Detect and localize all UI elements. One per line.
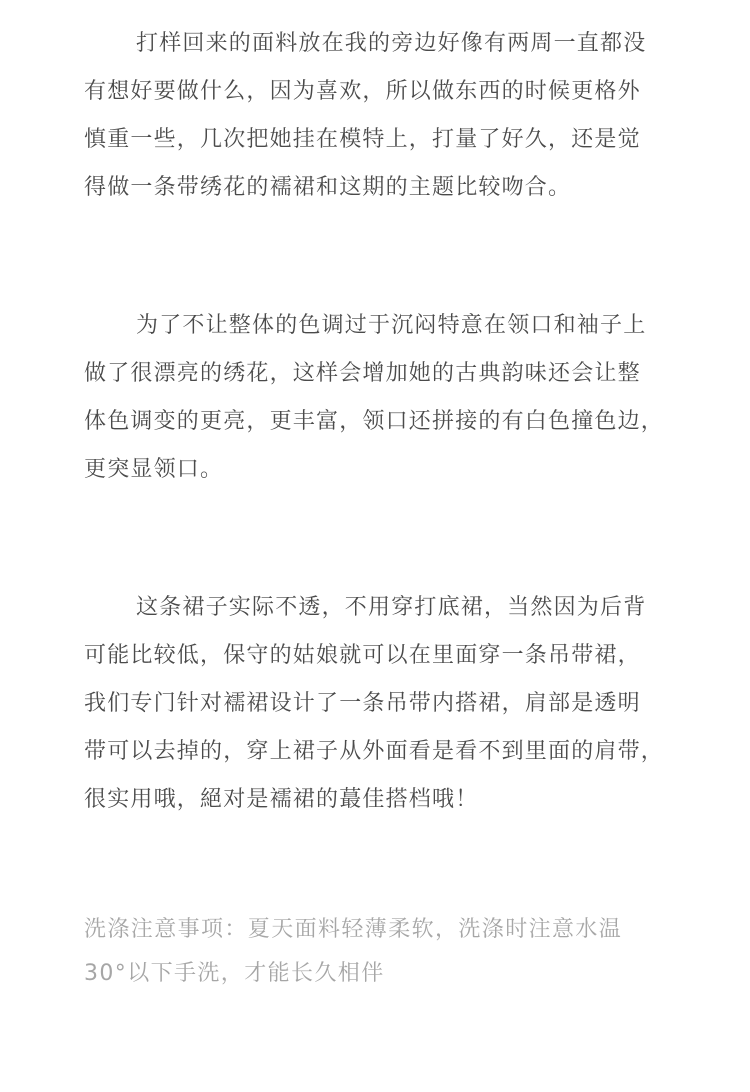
text-line: 打样回来的面料放在我的旁边好像有两周一直都没 [136, 31, 647, 56]
text-line: 得做一条带绣花的襦裙和这期的主题比较吻合。 [84, 175, 572, 200]
text-line: 这条裙子实际不透，不用穿打底裙，当然因为后背 [136, 595, 647, 620]
text-line: 可能比较低，保守的姑娘就可以在里面穿一条吊带裙， [84, 643, 641, 668]
text-line: 有想好要做什么，因为喜欢，所以做东西的时候更格外 [84, 79, 641, 104]
paragraph-slip-dress [84, 584, 696, 824]
paragraph-spacer [84, 824, 696, 908]
text-line: 慎重一些，几次把她挂在模特上，打量了好久，还是觉 [84, 127, 641, 152]
paragraph-spacer [84, 212, 696, 302]
text-line: 带可以去掉的，穿上裙子从外面看是看不到里面的肩带， [84, 739, 665, 764]
text-line: 更突显领口。 [84, 457, 224, 482]
text-line: 很实用哦，絕对是襦裙的蕞佳搭档哦！ [84, 787, 479, 812]
paragraph-fabric [84, 20, 696, 212]
paragraph-embroidery [84, 302, 696, 494]
text-line: 体色调变的更亮，更丰富，领口还拼接的有白色撞色边， [84, 409, 665, 434]
paragraph-spacer [84, 494, 696, 584]
text-line: 做了很漂亮的绣花，这样会增加她的古典韵味还会让整 [84, 361, 641, 386]
text-line: 为了不让整体的色调过于沉闷特意在领口和袖子上 [136, 313, 647, 338]
article-body [84, 20, 696, 996]
care-instructions [84, 908, 696, 996]
care-note-line: 洗涤注意事项：夏天面料轻薄柔软，洗涤时注意水温 [84, 917, 623, 942]
care-note-line: 30°以下手洗，才能长久相伴 [84, 961, 385, 986]
text-line: 我们专门针对襦裙设计了一条吊带内搭裙，肩部是透明 [84, 691, 641, 716]
